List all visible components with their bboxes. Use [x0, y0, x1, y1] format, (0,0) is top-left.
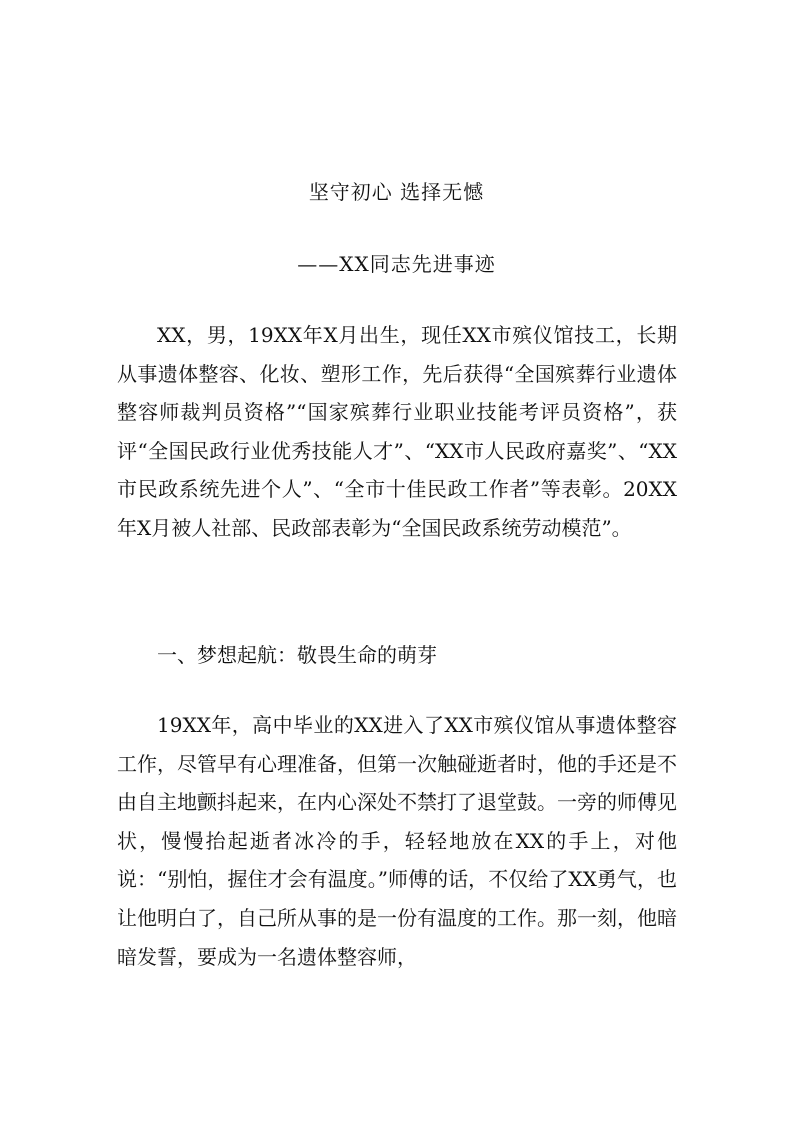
- document-title: 坚守初心 选择无憾: [308, 180, 485, 204]
- section-heading: 一、梦想起航：敬畏生命的萌芽: [157, 643, 437, 667]
- body-paragraph: 19XX年，高中毕业的XX进入了XX市殡仪馆从事遗体整容工作，尽管早有心理准备，但第一次触碰逝者时，他的手还是不由自主地颤抖起来，在内心深处不禁打了退堂鼓。一旁的师傅见状，慢慢抬起逝者冰冷的手，轻轻地放在XX的手上，对他说：“别怕，握住才会有温度。”师傅的话，不仅给了XX勇气，也让他明白了，自己所从事的是一份有温度的工作。那一刻，他暗暗发誓，要成为一名遗体整容师，: [117, 713, 677, 969]
- intro-paragraph: XX，男，19XX年X月出生，现任XX市殡仪馆技工，长期从事遗体整容、化妆、塑形工作，先后获得“全国殡葬行业遗体整容师裁判员资格”“国家殡葬行业职业技能考评员资格”，获评“全国民政行业优秀技能人才”、“XX市人民政府嘉奖”、“XX市民政系统先进个人”、“全市十佳民政工作者”等表彰。20XX年X月被人社部、民政部表彰为“全国民政系统劳动模范”。: [117, 323, 677, 540]
- document-subtitle: ——XX同志先进事迹: [297, 252, 496, 276]
